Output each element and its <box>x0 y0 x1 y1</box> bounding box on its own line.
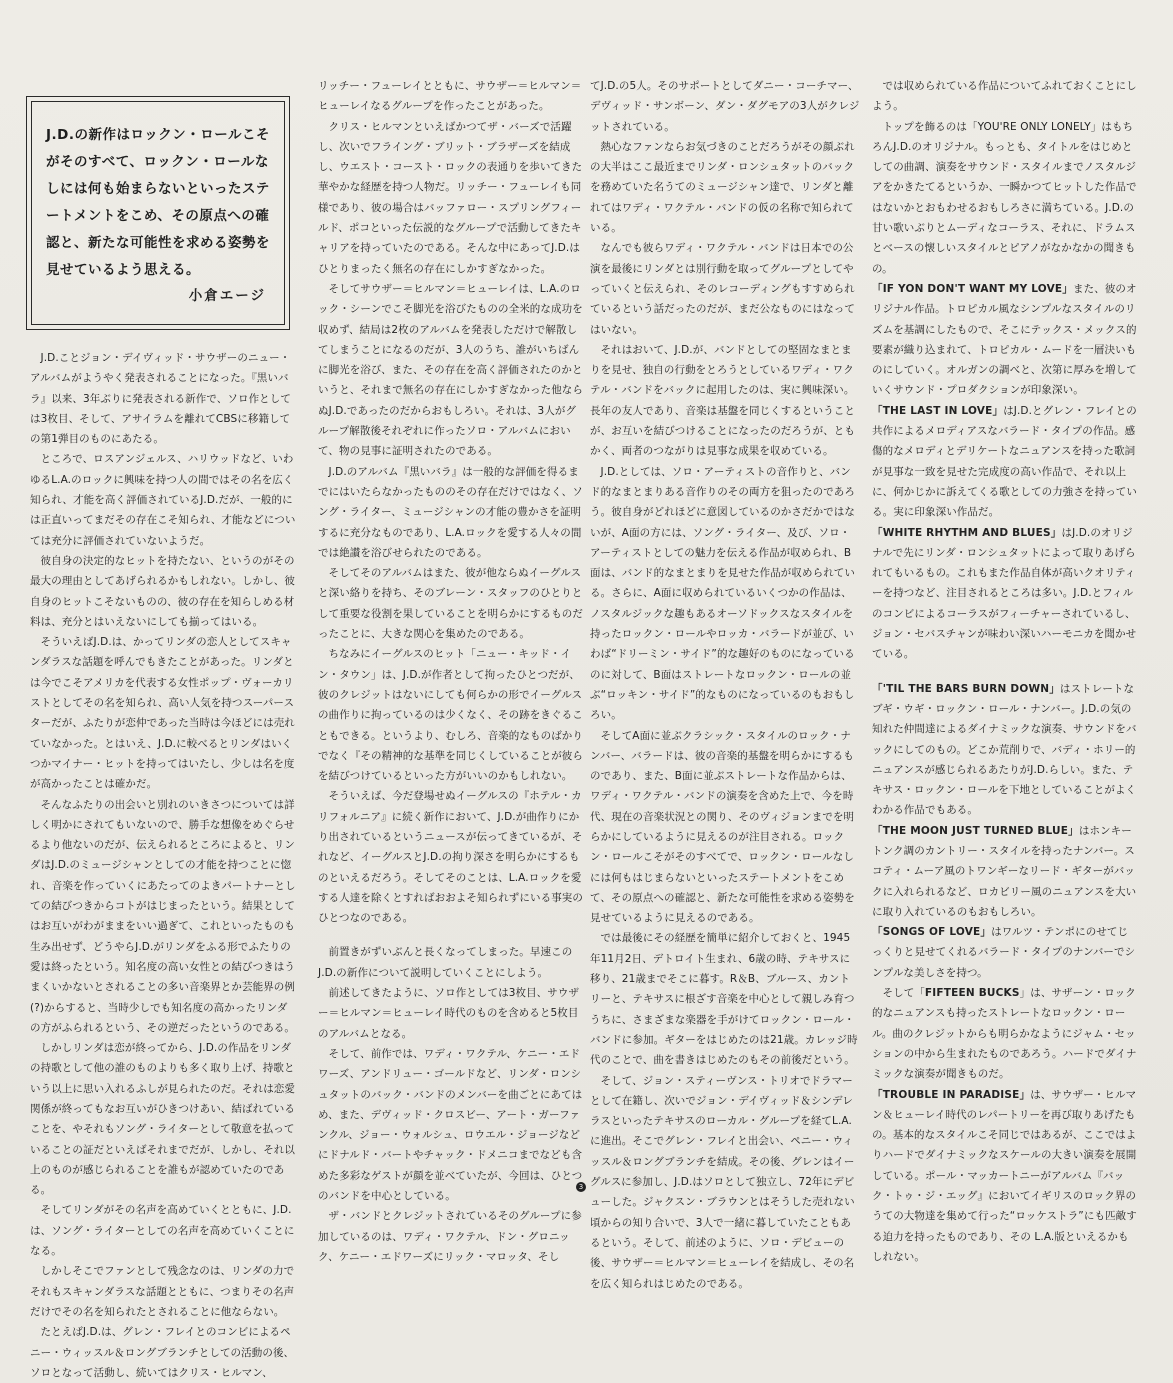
paragraph: そしてそのアルバムはまた、彼が他ならぬイーグルスと深い絡りを持ち、そのブレーン・スタッフのひとりとして重要な役割を果していることを明らかにするものだったことに、大きな関心を集めたのである。 <box>318 567 583 641</box>
song-paragraph <box>872 1085 1138 1268</box>
paragraph: そしてサウザー＝ヒルマン＝ヒューレイは、L.A.のロック・シーンでこそ脚光を浴びたものの全米的な成功を収めず、結局は2枚のアルバムを発表しただけで解散してしまうことになるのだが、3人のうち、誰がいちばんに脚光を浴び、また、その存在を高く評価されたのかというと、それまで無名の存在にしかすぎなかった他ならぬJ.D.であったのだからおもしろい。それは、3人がグループ解散後それぞれに作ったソロ・アルバムにおいて、物の見事に証明されたのである。 <box>318 282 583 458</box>
song-description: はJ.D.のオリジナルで先にリンダ・ロンシュタットによって取りあげられてもいるもの。これもまた作品自体が高いクオリティーを持つなど、注目されるところは多い。J.D.とフィルのコンビによるコーラスがフィーチャーされているし、ジョン・セバスチャンが味わい深いハーモニカを聞かせている。 <box>872 526 1137 661</box>
song-paragraph <box>872 821 1138 922</box>
paragraph: そして、ジョン・スティーヴンス・トリオでドラマーとして在籍し、次いでジョン・デイヴィッド＆シンデレラスといったテキサスのローカル・グループを経てL.A.に進出。そこでグレン・フレイと出会い、ペニー・ウィッスル＆ロングブランチを結成。その後、グレンはイーグルスに参加し、J.D.はソロとして独立し、72年にデビューした。ジャクスン・ブラウンとはそうした売れない頃からの知り合いで、3人で一緒に暮していたこともあるという。そして、前述のように、ソロ・デビューの後、サウザー＝ヒルマン＝ヒューレイを結成し、その名を広く知られはじめたのである。 <box>590 1074 855 1290</box>
song-paragraph <box>872 922 1138 983</box>
paragraph: そして、前作では、ワディ・ワクテル、ケニー・エドワーズ、アンドリュー・ゴールドなど、リンダ・ロンシュタットのバック・バンドのメンバーを曲ごとにあてはめ、また、デヴィッド・クロスビー、アート・ガーファンクル、ジョー・ウォルシュ、ロウエル・ジョージなどにドナルド・バートやチャック・ドメニコまでなども含めた多彩なゲストが顔を並べていたが、今回は、ひとつのバンドを中心としている。 <box>318 1047 583 1203</box>
paragraph: てJ.D.の5人。そのサポートとしてダニー・コーチマー、デヴィッド・サンボーン、ダン・ダグモアの3人がクレジットされている。 <box>590 80 860 133</box>
paragraph: トップを飾るのは「YOU'RE ONLY LONELY」はもちろんJ.D.のオリジナル。もっとも、タイトルをはじめとしての曲調、演奏をサウンド・スタイルまでノスタルジアをかきたてるというか、一瞬かつてヒットした作品ではないかとおもわせるおもしろさに満ちている。J.D.の甘い歌いぶりとムーディなコーラス、それに、ドラムスとベースの懐しいスタイルとピアノがなかなかの聞きもの。 <box>872 120 1137 275</box>
column-4 <box>872 76 1138 1267</box>
song-description: はストレートなブギ・ウギ・ロックン・ロール・ナンバー。J.D.の気の知れた仲間達によるダイナミックな演奏、サウンドをバックにしてのもの。どこか荒削りで、バディ・ホリー的ニュアンスが感じられるあたりがJ.D.らしい。また、テキサス・ロックン・ロールを下地としていることがよくわかる作品でもある。 <box>872 682 1137 817</box>
song-description: はJ.D.とグレン・フレイとの共作によるメロディアスなバラード・タイプの作品。感傷的なメロディとデリケートなニュアンスを持った歌詞が見事な一致を見せた完成度の高い作品で、それ以上に、何かじかに訴えてくる歌としての力強さを持っている。実に印象深い作品だ。 <box>872 404 1137 519</box>
song-description: また、彼のオリジナル作品。トロピカル風なシンプルなスタイルのリズムを基調にしたもので、そこにテックス・メックス的要素が織り込まれて、トロピカル・ムードを一層決いものにしていく。オルガンの調べと、次第に厚みを増していくサウンド・プロダクションが印象深い。 <box>872 282 1137 397</box>
pullquote-box <box>26 96 290 330</box>
paragraph: それはおいて、J.D.が、バンドとしての堅固なまとまりを見せ、独自の行動をとろうとしているワディ・ワクテル・バンドをバックに起用したのは、実に興味深い。長年の友人であり、音楽は基盤を同じくするということが、お互いを結びつけることになったのだろうが、ともかく、両者のつながりは見事な成果を収めている。 <box>590 343 855 458</box>
paragraph: J.D.のアルバム『黒いバラ』は一般的な評価を得るまでにはいたらなかったもののその存在だけではなく、ソング・ライター、ミュージシャンの才能の豊かさを証明するに充分なものであり、L.A.ロックを愛する人々の間では絶讃を浴びせられたのである。 <box>318 465 583 559</box>
paragraph: 前置きがずいぶんと長くなってしまった。早速このJ.D.の新作について説明していくことにしよう。 <box>318 946 573 979</box>
song-title: 「THE MOON JUST TURNED BLUE」 <box>872 824 1079 837</box>
song-description: はホンキートンク調のカントリー・スタイルを持ったナンバー。スコティ・ムーア風のトワンギーなリード・ギターがバックに入れられるなど、ロカビリー風のニュアンスを大いに取り入れているのもおもしろい。 <box>872 824 1137 918</box>
song-description: は、サウザー・ヒルマン＆ヒューレイ時代のレパートリーを再び取りあげたもの。基本的なスタイルこそ同じではあるが、ここではよりハードでダイナミックなスケールの大きい演奏を展開している。ポール・マッカートニーがアルバム『バック・トゥ・ジ・エッグ』においてイギリスのロック界のうての大物達を集めて行った“ロッケストラ”にも匹敵する迫力を持ったものであり、その L.A.版といえるかもしれない。 <box>872 1088 1137 1263</box>
paragraph: なんでも彼らワディ・ワクテル・バンドは日本での公演を最後にリンダとは別行動を取ってグループとしてやっていくと伝えられ、そのレコーディングもすすめられているという話だったのだが、まだ公なものにはなってはいない。 <box>590 242 855 336</box>
paragraph: J.D.としては、ソロ・アーティストの音作りと、バンド的なまとまりある音作りのその両方を狙ったのであろう。彼自身がどれほどに意図しているのかさだかではないが、A面の方には、ソング・ライター、及び、ソロ・アーティストとしての魅力を伝える作品が収められ、B面は、バンド的なまとまりを見せた作品が収められている。さらに、A面に収められているいくつかの作品は、ノスタルジックな趣もあるオーソドックスなスタイルを持ったロックン・ロールやロッカ・バラードが並び、いわば“ドリーミン・サイド”的な趣好のものになっているのに対して、B面はストレートなロックン・ロールの並ぶ“ロッキン・サイド”的なものになっているのもおもしろい。 <box>590 465 855 722</box>
column-2 <box>318 76 584 1267</box>
song-paragraph <box>872 679 1138 821</box>
song-title: 「IF YON DON'T WANT MY LOVE」 <box>872 282 1074 295</box>
pullquote-text: J.D.の新作はロックン・ロールこそがそのすべて、ロックン・ロールなしには何も始まらないといったステートメントをこめ、その原点への確認と、新たな可能性を求める姿勢を見せているよう思える。 <box>46 127 270 278</box>
song-description: はワルツ・テンポにのせてじっくりと見せてくれるバラード・タイプのナンバーでシンプルな美しさを持つ。 <box>872 926 1136 979</box>
song-paragraph <box>872 983 1138 1084</box>
paragraph: 前述してきたように、ソロ作としては3枚目、サウザー＝ヒルマン＝ヒューレイ時代のものを含めると5枚目のアルバムとなる。 <box>318 987 580 1040</box>
section-gap <box>872 665 1138 679</box>
column-1 <box>30 348 298 1383</box>
column-3 <box>590 76 860 1294</box>
paragraph: J.D.ことジョン・デイヴィッド・サウザーのニュー・アルバムがようやく発表されることになった。『黒いバラ』以来、3年ぶりに発表される新作で、ソロ作としては3枚目、そして、アサイラムを離れてCBSに移籍しての第1弾目のものにあたる。 <box>30 352 291 446</box>
song-title: 「TROUBLE IN PARADISE」 <box>872 1088 1031 1101</box>
paragraph: たとえばJ.D.は、グレン・フレイとのコンビによるペニー・ウィッスル＆ロングブランチとしての活動の後、ソロとなって活動し、続いてはクリス・ヒルマン、 <box>30 1326 295 1379</box>
song-title: 「SONGS OF LOVE」 <box>872 926 992 939</box>
paragraph: しかしそこでファンとして残念なのは、リンダの力でそれもスキャンダラスな話題とともに、つまりその名声だけでその名を知られたとされることに他ならない。 <box>30 1265 295 1318</box>
paragraph: そういえば、今だ登場せぬイーグルスの『ホテル・カリフォルニア』に続く新作において、J.D.が曲作りにかり出されているというニュースが伝ってきているが、それなど、イーグルスとJ.D.の拘り深さを明らかにするものといえるだろう。そしてそのことは、L.A.ロックを愛する人達を除くとすればおおよそ知られずにいる事実のひとつなのである。 <box>318 790 583 925</box>
paragraph: ところで、ロスアンジェルス、ハリウッドなど、いわゆるL.A.のロックに興味を持つ人の間ではその名を広く知られ、才能を高く評価されているJ.D.だが、一般的には正直いってまだその存在こそ知られ、才能などについては充分に評価されていないようだ。 <box>30 453 296 547</box>
paragraph: そういえばJ.D.は、かってリンダの恋人としてスキャンダラスな話題を呼んでもきたことがあった。リンダとは今でこそアメリカを代表する女性ポップ・ヴォーカリストとしてその名を知られ、高い人気を持つスーパースターだが、ふたりが恋仲であった当時は今ほどには売れていなかった。とはいえ、J.D.に較べるとリンダはいくつかマイナー・ヒットを持ってはいたし、少しは名を度が高かったことは確かだ。 <box>30 636 295 791</box>
paragraph: 彼自身の決定的なヒットを持たない、というのがその最大の理由としてあげられるかもしれない。しかし、彼自身のヒットこそないものの、彼の存在を知らしめる材料は、充分とはいえないにしても揃ってはいる。 <box>30 554 295 628</box>
song-paragraph <box>872 523 1138 665</box>
paragraph: しかしリンダは恋が終ってから、J.D.の作品をリンダの持歌として他の誰のものよりも多く取り上げ、持歌という以上に思い入れるふしが見られたのだ。それは恋愛関係が終ってもなお互いがひきつけあい、結ばれていることを、やそれもソング・ライターとして敬意を払っていることの証だといえばそれまでだが、しかし、それ以上のものが感じられることを誰もが認めていたのである。 <box>30 1042 295 1197</box>
song-paragraph <box>872 279 1138 401</box>
paragraph: そしてA面に並ぶクラシック・スタイルのロック・ナンバー、バラードは、彼の音楽的基盤を明らかにするものであり、また、B面に並ぶストレートな作品からは、ワディ・ワクテル・バンドの演奏を含めた上で、今を時代、現在の音楽状況との関り、そのヴィジョンまでを明らかにしているように見えるのが注目される。ロックン・ロールこそがそのすべてで、ロックン・ロールなしには何もはじまらないといったステートメントをこめて、その原点への確認と、新たな可能性を求める姿勢を見せているように見えるのである。 <box>590 729 855 925</box>
pullquote-inner-border <box>31 101 285 325</box>
song-title: FIFTEEN BUCKS <box>924 987 1020 1000</box>
pullquote-author: 小倉エージ <box>188 288 266 304</box>
page-number: 3 <box>576 1182 586 1192</box>
paragraph: ちなみにイーグルスのヒット「ニュー・キッド・イン・タウン」は、J.D.が作者として拘ったひとつだが、彼のクレジットはないにしても何らかの形でイーグルスの曲作りに拘っているのは少くなく、その跡をきぐることもできる。というより、むしろ、音楽的なものばかりでなく『その精神的な基準を同じくしていることが彼らを結びつけているといった方がいいのかもしれない。 <box>318 648 583 783</box>
paragraph: そしてリンダがその名声を高めていくとともに、J.D.は、ソング・ライターとしての名声を高めていくことになる。 <box>30 1204 295 1258</box>
song-title: 「THE LAST IN LOVE」 <box>872 404 1004 417</box>
song-title: 「WHITE RHYTHM AND BLUES」 <box>872 526 1062 539</box>
section-gap <box>318 928 584 942</box>
paragraph: では収められている作品についてふれておくことにしよう。 <box>872 80 1137 113</box>
song-description: 」は、サザーン・ロック的なニュアンスも持ったストレートなロックン・ロール。曲のクレジットからも明らかなようにジャム・セッションの中から生まれたものであろう。ハードでダイナミックな演奏が聞きものだ。 <box>872 987 1137 1081</box>
song-title: 「'TIL THE BARS BURN DOWN」 <box>872 682 1060 695</box>
paragraph: ザ・バンドとクレジットされているそのグループに参加しているのは、ワディ・ワクテル、ドン・グロニック、ケニー・エドワーズにリック・マロッタ、そし <box>318 1210 582 1263</box>
paragraph: そんなふたりの出会いと別れのいきさつについては詳しく明かにされてもいないので、勝手な想像をめぐらせるより他ないのだが、伝えられるところによると、リンダはJ.D.のミュージシャンとしての才能を持つことに惚れ、音楽を作っていくにあたってのよきパートナーとしての結びつきからコトがはじまったという。結果としてはお互いがわがままをいい過ぎて、これといったものも生み出せず、どうやらJ.D.がリンダをふる形でふたりの愛は終ったという。知名度の高い女性との結びつきはうまくいかないとされることの多い音楽界とか芸能界の例(?)からすると、当時少しでも知名度の高かったリンダの方がふられるという、その逆だったというのである。 <box>30 798 296 1034</box>
paragraph: リッチー・フューレイとともに、サウザー＝ヒルマン＝ヒューレイなるグループを作ったことがあった。 <box>318 80 582 113</box>
song-prefix: そして「 <box>882 987 925 1000</box>
paragraph: 熱心なファンならお気づきのことだろうがその顔ぶれの大半はここ最近までリンダ・ロンシュタットのバックを務めていた名うてのミュージシャン達で、リンダと離れてはワディ・ワクテル・バンドの仮の名称で知られている。 <box>590 140 855 235</box>
song-paragraph <box>872 401 1138 523</box>
paragraph: クリス・ヒルマンといえばかつてザ・バーズで活躍し、次いでフライング・ブリット・ブラザーズを結成し、ウエスト・コースト・ロックの表通りを歩いてきた華やかな経歴を持つ人物だ。リッチー・フューレイも同様であり、彼の場合はバッファロー・スプリングフィールド、ポコといった伝説的なグループで活動してきたキャリアを持っていたのである。そんな中にあってJ.D.はひとりまったく無名の存在にしかすぎなかった。 <box>318 120 583 275</box>
paragraph: では最後にその経歴を簡単に紹介しておくと、1945年11月2日、デトロイト生まれ、6歳の時、テキサスに移り、21歳までそこに暮す。R＆B、ブルース、カントリーと、テキサスに根ざす音楽を中心として親しみ育つうちに、さまざまな楽器を手がけてロックン・ロール・バンドに参加。ギターをはじめたのは21歳。カレッジ時代のことで、曲を書きはじめたのもその前後だという。 <box>590 932 858 1067</box>
